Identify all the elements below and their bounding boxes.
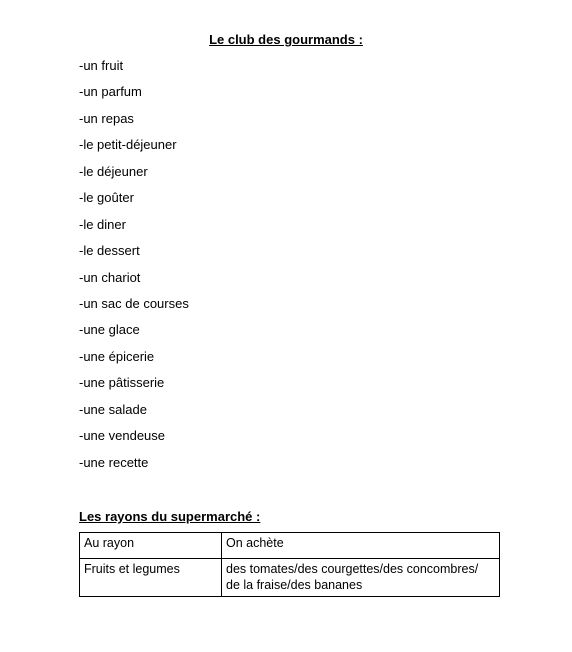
list-item: -le dessert: [79, 243, 140, 259]
table-row: [80, 559, 500, 597]
list-item: -un repas: [79, 110, 134, 126]
list-item: -le petit-déjeuner: [79, 137, 177, 153]
list-item: -un chariot: [79, 269, 141, 285]
list-item: -le diner: [79, 216, 126, 232]
page-title: Le club des gourmands :: [209, 32, 363, 47]
list-item: -un fruit: [79, 58, 124, 73]
list-item: -une salade: [79, 401, 147, 417]
list-item: -le déjeuner: [79, 163, 148, 179]
list-item: -une épicerie: [79, 348, 155, 364]
table-cell: des tomates/des courgettes/des concombres/ de la fraise/des bananes: [222, 559, 500, 597]
section-title: Les rayons du supermarché :: [79, 509, 261, 524]
rayons-table: [79, 532, 500, 597]
table-header-row: [80, 533, 500, 559]
vocabulary-list: [79, 58, 189, 481]
list-item: -une vendeuse: [79, 428, 166, 444]
list-item: -un parfum: [79, 84, 142, 100]
list-item: -un sac de courses: [79, 295, 189, 311]
list-item: -une recette: [79, 454, 149, 470]
table-cell: Fruits et legumes: [80, 559, 222, 597]
list-item: -une glace: [79, 322, 140, 338]
table-header-cell: On achète: [222, 533, 500, 559]
list-item: -une pâtisserie: [79, 375, 165, 391]
list-item: -le goûter: [79, 190, 134, 206]
table-header-cell: Au rayon: [80, 533, 222, 559]
